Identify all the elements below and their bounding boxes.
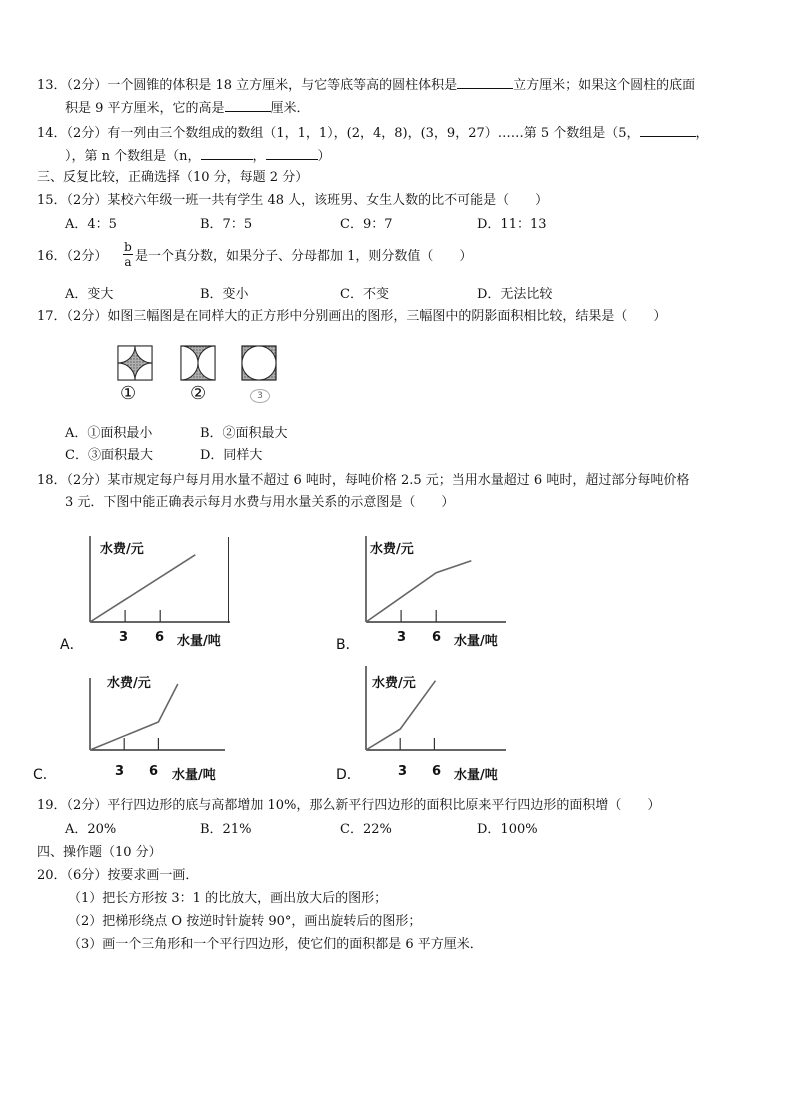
- q18-chart-c-xlabel: 水量/吨: [172, 768, 216, 783]
- q16-option-d[interactable]: D．无法比较: [477, 287, 553, 302]
- q16-option-c[interactable]: C．不变: [340, 287, 389, 302]
- chart-c-series-line: [90, 684, 178, 750]
- chart-a-series-line: [90, 555, 195, 622]
- q17-option-a[interactable]: A．①面积最小: [65, 426, 153, 441]
- q16-fraction: b a: [124, 240, 132, 269]
- q19-stem: 19．（2分）平行四边形的底与高都增加 10%，那么新平行四边形的面积比原来平行四边形的面积增（ ）: [37, 798, 661, 813]
- q18-chart-b-xlabel: 水量/吨: [454, 634, 498, 649]
- q18-stem-line2: 3 元．下图中能正确表示每月水费与用水量关系的示意图是（ ）: [65, 495, 455, 510]
- section-3-heading: 三、反复比较，正确选择（10 分，每题 2 分）: [37, 170, 309, 185]
- q17-stem: 17．（2分）如图三幅图是在同样大的正方形中分别画出的图形，三幅图中的阴影面积相比较，结果是（ ）: [37, 309, 667, 324]
- q17-figure-1: [118, 346, 152, 380]
- q14-blank-3[interactable]: [266, 146, 318, 160]
- q15-option-b[interactable]: B．7：5: [200, 217, 253, 232]
- q14-blank-1[interactable]: [640, 123, 696, 137]
- q17-option-d[interactable]: D．同样大: [200, 448, 263, 463]
- q17-option-b[interactable]: B．②面积最大: [200, 426, 288, 441]
- q18-chart-d-tick3: 3: [398, 764, 408, 779]
- q14-blank-2[interactable]: [201, 146, 253, 160]
- q19-option-a[interactable]: A．20%: [65, 822, 117, 837]
- section-4-heading: 四、操作题（10 分）: [37, 845, 162, 860]
- q16-option-a[interactable]: A．变大: [65, 287, 114, 302]
- q18-chart-b-tick6: 6: [432, 630, 442, 645]
- q18-chart-d: [334, 660, 524, 785]
- q20-stem: 20．（6分）按要求画一画．: [37, 868, 199, 883]
- stray-axis-line: [228, 537, 229, 623]
- q18-chart-c-ylabel: 水费/元: [107, 676, 151, 691]
- q18-chart-a-tick3: 3: [119, 630, 129, 645]
- q15-option-d[interactable]: D．11：13: [477, 217, 547, 232]
- q20-item-3: （3）画一个三角形和一个平行四边形，使它们的面积都是 6 平方厘米．: [68, 937, 483, 952]
- q16-prefix: 16．（2分）: [37, 249, 108, 264]
- q19-option-c[interactable]: C．22%: [340, 822, 392, 837]
- q13-blank-1[interactable]: [457, 75, 513, 89]
- q14-line2: ），第 n 个数组是（n， ， ）: [65, 146, 331, 166]
- q18-chart-b: [334, 530, 524, 655]
- q17-figure-2: [181, 346, 215, 380]
- q18-chart-a-letter[interactable]: A．: [60, 637, 84, 653]
- q20-item-1: （1）把长方形按 3：1 的比放大，画出放大后的图形；: [68, 891, 388, 906]
- q13-line2: 积是 9 平方厘米，它的高是 厘米．: [65, 98, 310, 118]
- q18-chart-c-letter[interactable]: C．: [33, 767, 57, 783]
- q15-stem: 15．（2分）某校六年级一班一共有学生 48 人，该班男、女生人数的比不可能是（ ）: [37, 193, 549, 208]
- q18-chart-d-tick6: 6: [432, 764, 442, 779]
- q18-chart-a-tick6: 6: [155, 630, 165, 645]
- q18-chart-c: [30, 660, 230, 785]
- q14-line1: 14．（2分）有一列由三个数组成的数组（1，1，1），(2，4，8)，(3，9，27）……第 5 个数组是（5， ，: [37, 123, 709, 143]
- chart-b-series-line: [366, 561, 471, 622]
- q18-chart-d-letter[interactable]: D．: [336, 767, 361, 783]
- q18-chart-a-xlabel: 水量/吨: [177, 634, 221, 649]
- q13-blank-2[interactable]: [225, 98, 271, 112]
- q19-option-b[interactable]: B．21%: [200, 822, 252, 837]
- q18-chart-b-letter[interactable]: B．: [336, 637, 360, 653]
- q18-chart-c-tick6: 6: [149, 764, 159, 779]
- q17-label-1: ①: [120, 383, 137, 404]
- q18-stem-line1: 18．（2分）某市规定每户每月用水量不超过 6 吨时，每吨价格 2.5 元；当用水量超过 6 吨时，超过部分每吨价格: [37, 473, 690, 488]
- q18-chart-a-ylabel: 水费/元: [100, 542, 144, 557]
- q18-chart-d-ylabel: 水费/元: [372, 676, 416, 691]
- q18-chart-a: [60, 530, 250, 655]
- q15-option-a[interactable]: A．4：5: [65, 217, 117, 232]
- q17-label-2: ②: [190, 383, 207, 404]
- q16-option-b[interactable]: B．变小: [200, 287, 249, 302]
- q20-item-2: （2）把梯形绕点 O 按逆时针旋转 90°，画出旋转后的图形；: [68, 914, 422, 929]
- q18-chart-c-tick3: 3: [115, 764, 125, 779]
- q18-chart-b-tick3: 3: [397, 630, 407, 645]
- q15-option-c[interactable]: C．9：7: [340, 217, 393, 232]
- q16-stem: 是一个真分数，如果分子、分母都加 1，则分数值（ ）: [135, 249, 473, 264]
- q18-chart-d-xlabel: 水量/吨: [454, 768, 498, 783]
- q17-label-3: 3: [250, 389, 270, 403]
- q18-chart-b-ylabel: 水费/元: [370, 542, 414, 557]
- q19-option-d[interactable]: D．100%: [477, 822, 538, 837]
- q17-figure-3: [242, 346, 276, 380]
- q17-option-c[interactable]: C．③面积最大: [65, 448, 153, 463]
- q13-line1: 13．（2分）一个圆锥的体积是 18 立方厘米，与它等底等高的圆柱体积是 立方厘米；如果这个圆柱的底面: [37, 75, 695, 95]
